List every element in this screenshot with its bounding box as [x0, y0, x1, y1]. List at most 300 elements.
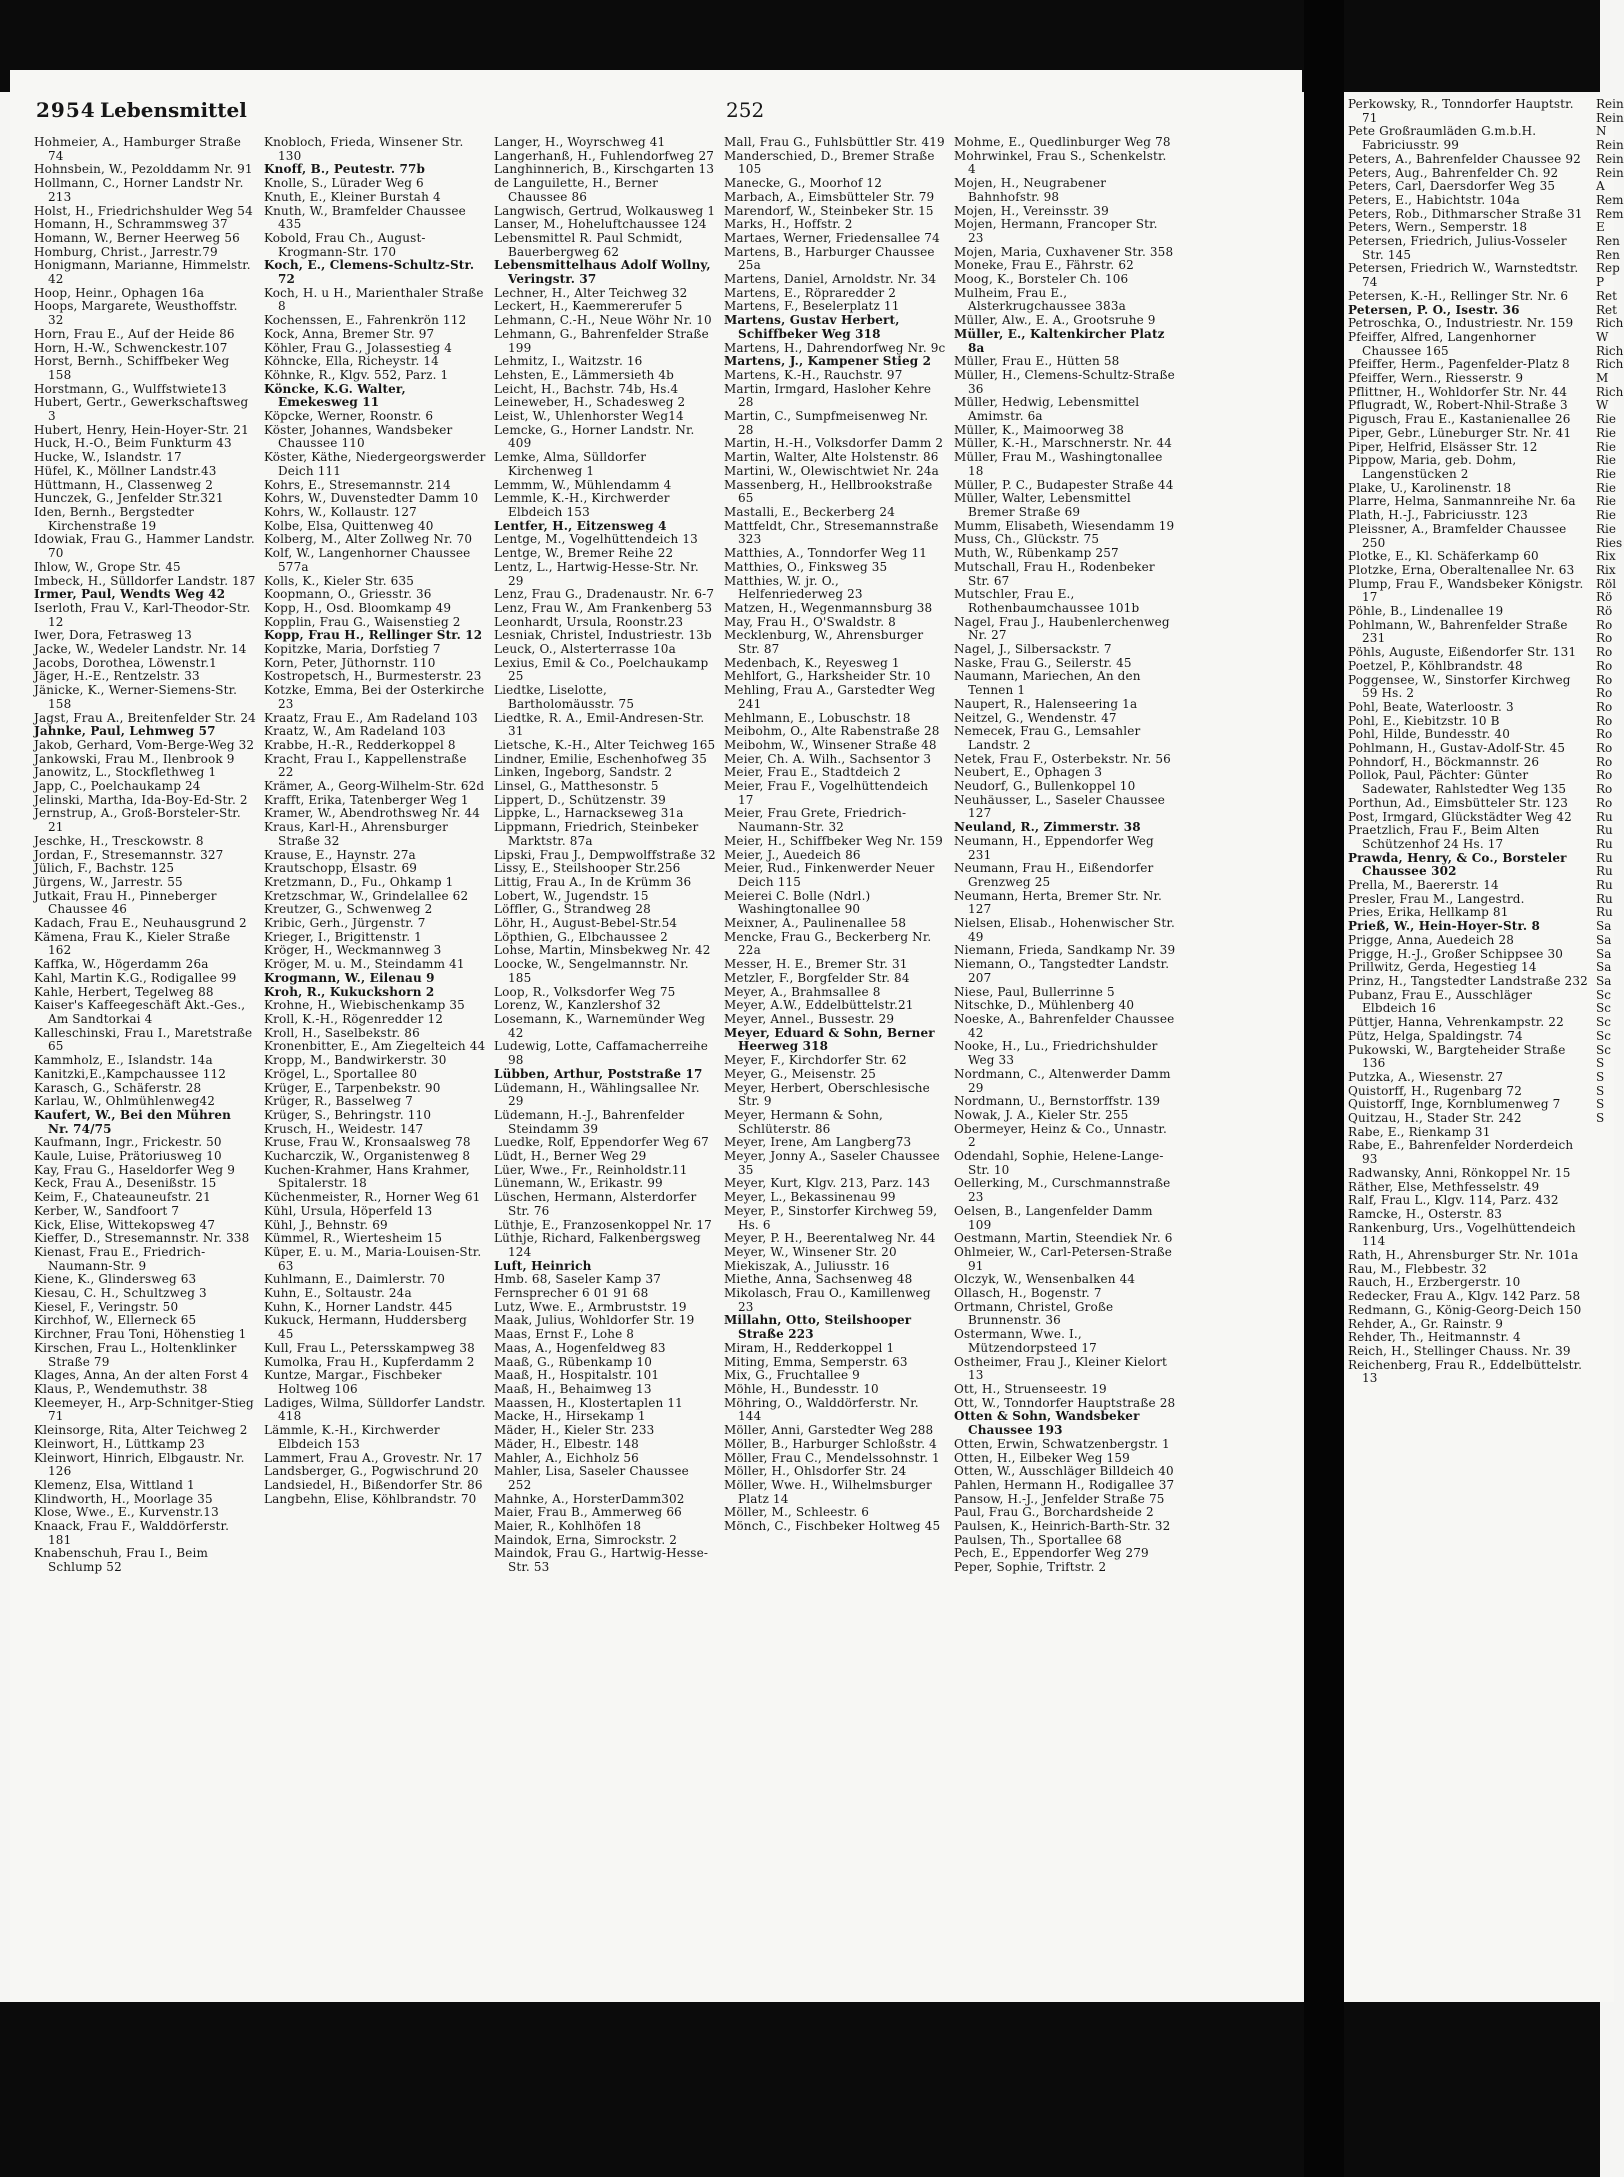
directory-entry: Kleinwort, H., Lüttkamp 23 — [34, 1436, 205, 1451]
directory-entry: Medenbach, K., Reyesweg 1 — [724, 655, 900, 670]
directory-entry: Köpcke, Werner, Roonstr. 6 — [264, 409, 434, 424]
directory-entry: Müller, Frau M., Washingtonallee 18 — [954, 450, 1163, 478]
directory-entry: Kahl, Martin K.G., Rodigallee 99 — [34, 970, 237, 985]
directory-entry: Plake, U., Karolinenstr. 18 — [1348, 480, 1512, 495]
directory-entry: Sc — [1596, 1028, 1611, 1043]
directory-entry: Lüthje, E., Franzosenkoppel Nr. 17 — [494, 1217, 712, 1232]
directory-entry: Müller, E., Kaltenkircher Platz 8a — [954, 326, 1165, 355]
directory-entry: Kuhn, K., Horner Landstr. 445 — [264, 1299, 453, 1314]
directory-entry: Hucke, W., Islandstr. 17 — [34, 450, 182, 465]
directory-entry: Pohl, Hilde, Bundesstr. 40 — [1348, 727, 1510, 742]
directory-entry: Landsberger, G., Pogwischrund 20 — [264, 1464, 479, 1479]
directory-entry: Kruse, Frau W., Kronsaalsweg 78 — [264, 1135, 471, 1150]
directory-entry: Langbehn, Elise, Köhlbrandstr. 70 — [264, 1491, 477, 1506]
directory-entry: Maaß, H., Behaimweg 13 — [494, 1381, 652, 1396]
directory-entry: Pflugradt, W., Robert-Nhil-Straße 3 — [1348, 398, 1568, 413]
directory-entry: Keck, Frau A., Desenißstr. 15 — [34, 1176, 217, 1191]
directory-entry: Jelinski, Martha, Ida-Boy-Ed-Str. 2 — [34, 792, 248, 807]
directory-entry: Mojen, H., Vereinsstr. 39 — [954, 203, 1109, 218]
directory-entry: Krögel, L., Sportallee 80 — [264, 1066, 418, 1081]
directory-entry: Pech, E., Eppendorfer Weg 279 — [954, 1546, 1149, 1561]
directory-entry: Martens, Gustav Herbert, Schiffbeker Weg 318 — [724, 313, 900, 341]
directory-entry: Krüger, E., Tarpenbekstr. 90 — [264, 1080, 441, 1095]
directory-entry: Kirschen, Frau L., Holtenklinker Straße 79 — [34, 1340, 237, 1369]
directory-entry: Matthies, W. jr. O., Helfenriederweg 23 — [724, 573, 863, 602]
directory-entry: Rich — [1596, 316, 1624, 331]
directory-entry: Holst, H., Friedrichshulder Weg 54 — [34, 203, 253, 218]
directory-entry: Ralf, Frau L., Klgv. 114, Parz. 432 — [1348, 1193, 1559, 1208]
directory-entry: Küchenmeister, R., Horner Weg 61 — [264, 1190, 481, 1205]
directory-entry: Muss, Ch., Glückstr. 75 — [954, 532, 1100, 547]
directory-entry: Martens, B., Harburger Chaussee 25a — [724, 244, 935, 273]
directory-entry: Quistorff, Inge, Kornblumenweg 7 — [1348, 1097, 1561, 1112]
directory-entry: Nielsen, Elisab., Hohenwischer Str. 49 — [954, 916, 1175, 944]
directory-entry: Putzka, A., Wiesenstr. 27 — [1348, 1069, 1504, 1084]
directory-entry: Kobold, Frau Ch., August-Krogmann-Str. 170 — [264, 230, 426, 259]
directory-entry: Lissy, E., Steilshooper Str.256 — [494, 861, 681, 876]
directory-entry: Kroll, H., Saselbekstr. 86 — [264, 1025, 420, 1040]
directory-entry: Linken, Ingeborg, Sandstr. 2 — [494, 765, 673, 780]
directory-entry: Obermeyer, Heinz & Co., Unnastr. 2 — [954, 1121, 1167, 1150]
directory-entry: Ro — [1596, 686, 1613, 701]
directory-column-1 — [34, 136, 256, 1996]
directory-entry: Liedtke, R. A., Emil-Andresen-Str. 31 — [494, 710, 705, 739]
directory-entry: Kleinsorge, Rita, Alter Teichweg 2 — [34, 1423, 248, 1438]
directory-entry: Pöhle, B., Lindenallee 19 — [1348, 604, 1504, 619]
directory-entry: Sc — [1596, 1015, 1611, 1030]
directory-entry: Karlau, W., Ohlmühlenweg42 — [34, 1094, 216, 1109]
directory-entry: Ro — [1596, 699, 1613, 714]
directory-entry: Möller, H., Ohlsdorfer Str. 24 — [724, 1464, 907, 1479]
directory-entry: Kretzmann, D., Fu., Ohkamp 1 — [264, 874, 454, 889]
directory-entry: Sc — [1596, 1001, 1611, 1016]
directory-entry: Plump, Frau F., Wandsbeker Königstr. 17 — [1348, 576, 1584, 605]
directory-entry: Moneke, Frau E., Fährstr. 62 — [954, 258, 1134, 273]
directory-entry: Ro — [1596, 617, 1613, 632]
directory-entry: Rich — [1596, 357, 1624, 372]
directory-column-5 — [954, 136, 1176, 1996]
directory-entry: Kolls, K., Kieler Str. 635 — [264, 573, 415, 588]
directory-entry: S — [1596, 1069, 1605, 1084]
directory-entry: Neumann, Frau H., Eißendorfer Grenzweg 25 — [954, 861, 1154, 889]
directory-entry: Kuhn, E., Soltaustr. 24a — [264, 1286, 412, 1301]
directory-entry: Oellerking, M., Curschmannstraße 23 — [954, 1176, 1171, 1205]
directory-entry: Kleemeyer, H., Arp-Schnitger-Stieg 71 — [34, 1395, 254, 1424]
directory-entry: Krafft, Erika, Tatenberger Weg 1 — [264, 792, 469, 807]
directory-entry: Martin, H.-H., Volksdorfer Damm 2 — [724, 436, 944, 451]
directory-entry: Ru — [1596, 850, 1613, 865]
directory-entry: Kukuck, Hermann, Huddersberg 45 — [264, 1313, 467, 1342]
directory-entry: Koch, H. u H., Marienthaler Straße 8 — [264, 285, 484, 314]
directory-entry: Mohme, E., Quedlinburger Weg 78 — [954, 135, 1171, 149]
directory-entry: Petersen, Friedrich, Julius-Vosseler Str. 145 — [1348, 234, 1567, 262]
directory-entry: Mönch, C., Fischbeker Holtweg 45 — [724, 1519, 941, 1534]
directory-entry: Peters, E., Habichtstr. 104a — [1348, 192, 1520, 207]
directory-entry: Peters, Wern., Semperstr. 18 — [1348, 220, 1528, 235]
directory-entry: Mehling, Frau A., Garstedter Weg 241 — [724, 683, 936, 711]
directory-entry: Lohse, Martin, Minsbekweg Nr. 42 — [494, 943, 711, 958]
directory-entry: Ro — [1596, 631, 1613, 646]
directory-entry: Lemcke, G., Horner Landstr. Nr. 409 — [494, 422, 695, 451]
directory-entry: Rabe, E., Bahrenfelder Norderdeich 93 — [1348, 1138, 1574, 1167]
directory-entry: Müller, Alw., E. A., Grootsruhe 9 — [954, 313, 1156, 328]
directory-entry: Mecklenburg, W., Ahrensburger Str. 87 — [724, 628, 924, 657]
directory-entry: Piper, Gebr., Lüneburger Str. Nr. 41 — [1348, 425, 1572, 440]
directory-entry: Nagel, Frau J., Haubenlerchenweg Nr. 27 — [954, 614, 1170, 643]
directory-entry: Meyer, P., Sinstorfer Kirchweg 59, Hs. 6 — [724, 1203, 938, 1232]
directory-entry: Kanitzki,E.,Kampchaussee 112 — [34, 1066, 227, 1081]
directory-entry: Lemmm, W., Mühlendamm 4 — [494, 477, 672, 492]
directory-entry: Müller, K., Maimoorweg 38 — [954, 422, 1124, 437]
directory-entry: Rie — [1596, 494, 1616, 509]
directory-entry: Leist, W., Uhlenhorster Weg14 — [494, 409, 684, 424]
directory-entry: Rau, M., Flebbestr. 32 — [1348, 1261, 1487, 1276]
directory-entry: Loocke, W., Sengelmannstr. Nr. 185 — [494, 957, 689, 985]
directory-entry: Jankowski, Frau M., Ilenbrook 9 — [34, 751, 235, 766]
directory-entry: Martin, Irmgard, Hasloher Kehre 28 — [724, 381, 932, 410]
book-gutter — [1304, 0, 1344, 2177]
directory-entry: Imbeck, H., Sülldorfer Landstr. 187 — [34, 573, 256, 588]
directory-entry: Fernsprecher 6 01 91 68 — [494, 1286, 649, 1301]
directory-entry: Horstmann, G., Wulffstwiete13 — [34, 381, 227, 396]
directory-entry: Ro — [1596, 782, 1613, 797]
directory-entry: Keim, F., Chateauneufstr. 21 — [34, 1190, 211, 1205]
directory-entry: Lindner, Emilie, Eschenhofweg 35 — [494, 751, 708, 766]
directory-entry: Ro — [1596, 713, 1613, 728]
directory-entry: Jutkait, Frau H., Pinneberger Chaussee 46 — [34, 888, 217, 917]
directory-entry: Linsel, G., Matthesonstr. 5 — [494, 779, 659, 794]
directory-entry: Meyer, Hermann & Sohn, Schlüterstr. 86 — [724, 1107, 883, 1136]
directory-entry: Kopp, Frau H., Rellinger Str. 12 — [264, 628, 483, 643]
directory-entry: Reichenberg, Frau R., Eddelbüttelstr. 13 — [1348, 1357, 1583, 1386]
directory-entry: Iwer, Dora, Fetrasweg 13 — [34, 628, 192, 643]
directory-entry: Kochenssen, E., Fahrenkrön 112 — [264, 313, 467, 328]
directory-entry: Ott, H., Struenseestr. 19 — [954, 1381, 1107, 1396]
directory-entry: Kiesel, F., Veringstr. 50 — [34, 1299, 179, 1314]
directory-entry: Rein — [1596, 110, 1624, 125]
directory-entry: Lentz, L., Hartwig-Hesse-Str. Nr. 29 — [494, 559, 699, 588]
directory-entry: Ro — [1596, 795, 1613, 810]
directory-entry: Kadach, Frau E., Neuhausgrund 2 — [34, 916, 247, 931]
directory-entry: Muth, W., Rübenkamp 257 — [954, 546, 1119, 561]
directory-entry: Krohne, H., Wiebischenkamp 35 — [264, 998, 465, 1013]
directory-entry: Ro — [1596, 768, 1613, 783]
directory-entry: Leckert, H., Kaemmererufer 5 — [494, 299, 683, 314]
directory-entry: Otten, H., Eilbeker Weg 159 — [954, 1450, 1130, 1465]
directory-entry: Knabenschuh, Frau I., Beim Schlump 52 — [34, 1546, 209, 1575]
directory-entry: Langer, H., Woyrschweg 41 — [494, 135, 666, 149]
directory-entry: Pansow, H.-J., Jenfelder Straße 75 — [954, 1491, 1165, 1506]
directory-entry: Mäder, H., Elbestr. 148 — [494, 1436, 639, 1451]
directory-entry: Meyer, A., Brahmsallee 8 — [724, 984, 881, 999]
directory-entry: Rein — [1596, 151, 1624, 166]
directory-entry: Plotke, E., Kl. Schäferkamp 60 — [1348, 549, 1539, 564]
directory-entry: W — [1596, 398, 1609, 413]
directory-entry: Langerhanß, H., Fuhlendorfweg 27 — [494, 148, 715, 163]
directory-entry: Lipski, Frau J., Dempwolffstraße 32 — [494, 847, 716, 862]
directory-entry: S — [1596, 1056, 1605, 1071]
directory-entry: Pfeiffer, Alfred, Langenhorner Chaussee 165 — [1348, 329, 1536, 358]
directory-entry: Krieger, I., Brigittenstr. 1 — [264, 929, 422, 944]
directory-entry: Pigusch, Frau E., Kastanienallee 26 — [1348, 412, 1571, 427]
directory-entry: Küper, E. u. M., Maria-Louisen-Str. 63 — [264, 1244, 482, 1273]
directory-entry: Krämer, A., Georg-Wilhelm-Str. 62d — [264, 779, 485, 794]
directory-entry: Mikolasch, Frau O., Kamillenweg 23 — [724, 1286, 931, 1314]
directory-entry: Kopp, H., Osd. Bloomkamp 49 — [264, 600, 452, 615]
directory-entry: Nitschke, D., Mühlenberg 40 — [954, 998, 1135, 1013]
directory-entry: Knuth, E., Kleiner Burstah 4 — [264, 189, 441, 204]
directory-entry: Porthun, Ad., Eimsbütteler Str. 123 — [1348, 795, 1569, 810]
directory-entry: Lüdemann, H., Wählingsallee Nr. 29 — [494, 1080, 700, 1109]
directory-entry: Hubert, Gertr., Gewerkschaftsweg 3 — [34, 395, 249, 424]
directory-entry: Sa — [1596, 960, 1612, 975]
directory-entry: Krogmann, W., Eilenau 9 — [264, 970, 435, 985]
directory-entry: Klose, Wwe., E., Kurvenstr.13 — [34, 1505, 219, 1520]
directory-entry: Kammholz, E., Islandstr. 14a — [34, 1053, 213, 1068]
directory-entry: Maier, R., Kohlhöfen 18 — [494, 1519, 642, 1534]
directory-entry: Knuth, W., Bramfelder Chaussee 435 — [264, 203, 466, 232]
directory-entry: Macke, H., Hirsekamp 1 — [494, 1409, 646, 1424]
directory-entry: Pfeiffer, Herm., Pagenfelder-Platz 8 — [1348, 357, 1570, 372]
directory-entry: Kick, Elise, Wittekopsweg 47 — [34, 1217, 216, 1232]
directory-entry: Ru — [1596, 823, 1613, 838]
directory-entry: Petroschka, O., Industriestr. Nr. 159 — [1348, 316, 1574, 331]
directory-entry: Lüschen, Hermann, Alsterdorfer Str. 76 — [494, 1190, 697, 1218]
directory-entry: Maaß, H., Hospitalstr. 101 — [494, 1368, 660, 1383]
directory-entry: Loop, R., Volksdorfer Weg 75 — [494, 984, 676, 999]
directory-column-3 — [494, 136, 716, 1996]
directory-entry: Kroh, R., Kukuckshorn 2 — [264, 984, 435, 999]
directory-entry: Meyer, Herbert, Oberschlesische Str. 9 — [724, 1080, 930, 1109]
directory-entry: Lentge, W., Bremer Reihe 22 — [494, 546, 674, 561]
directory-entry: Hollmann, C., Horner Landstr Nr. 213 — [34, 176, 244, 204]
directory-entry: Krusch, H., Weidestr. 147 — [264, 1121, 424, 1136]
directory-entry: Lentfer, H., Eitzensweg 4 — [494, 518, 667, 533]
directory-entry: Ihlow, W., Grope Str. 45 — [34, 559, 181, 574]
directory-entry: Mäder, H., Kieler Str. 233 — [494, 1423, 655, 1438]
directory-entry: Nowak, J. A., Kieler Str. 255 — [954, 1107, 1129, 1122]
directory-entry: Pöhls, Auguste, Eißendorfer Str. 131 — [1348, 645, 1577, 660]
directory-entry: Langwisch, Gertrud, Wolkausweg 1 — [494, 203, 716, 218]
directory-entry: Irmer, Paul, Wendts Weg 42 — [34, 587, 226, 602]
directory-entry: Ret — [1596, 302, 1617, 317]
directory-entry: Meier, Rud., Finkenwerder Neuer Deich 115 — [724, 861, 935, 889]
directory-entry: Lübben, Arthur, Poststraße 17 — [494, 1066, 703, 1081]
directory-entry: Kropp, M., Bandwirkerstr. 30 — [264, 1053, 447, 1068]
directory-entry: Kaiser's Kaffeegeschäft Akt.-Ges., Am Sandtorkai 4 — [34, 998, 246, 1026]
directory-entry: Peters, Rob., Dithmarscher Straße 31 — [1348, 206, 1583, 221]
directory-entry: Maas, A., Hogenfeldweg 83 — [494, 1340, 666, 1355]
directory-entry: Löffler, G., Strandweg 28 — [494, 902, 651, 917]
directory-entry: Sc — [1596, 987, 1611, 1002]
directory-entry: Prigge, H.-J., Großer Schippsee 30 — [1348, 946, 1564, 961]
directory-entry: Odendahl, Sophie, Helene-Lange-Str. 10 — [954, 1149, 1164, 1177]
directory-entry: Meyer, Jonny A., Saseler Chaussee 35 — [724, 1149, 940, 1177]
directory-entry: Rie — [1596, 466, 1616, 481]
directory-entry: Kraatz, Frau E., Am Radeland 103 — [264, 710, 478, 725]
directory-entry: May, Frau H., O'Swaldstr. 8 — [724, 614, 896, 629]
directory-entry: Karasch, G., Schäferstr. 28 — [34, 1080, 202, 1095]
directory-entry: Ru — [1596, 864, 1613, 879]
directory-entry: Köster, Käthe, Niedergeorgswerder Deich 111 — [264, 450, 486, 478]
directory-entry: Pippow, Maria, geb. Dohm, Langenstücken 2 — [1348, 453, 1517, 481]
directory-entry: Rabe, E., Rienkamp 31 — [1348, 1124, 1491, 1139]
directory-entry: Rein — [1596, 138, 1624, 153]
directory-entry: Meibohm, O., Alte Rabenstraße 28 — [724, 724, 940, 739]
directory-entry: Köster, Johannes, Wandsbeker Chaussee 110 — [264, 422, 453, 451]
directory-entry: Ladiges, Wilma, Sülldorfer Landstr. 418 — [264, 1395, 486, 1424]
directory-entry: Ru — [1596, 809, 1613, 824]
directory-entry: Marendorf, W., Steinbeker Str. 15 — [724, 203, 934, 218]
directory-entry: Meier, H., Schiffbeker Weg Nr. 159 — [724, 833, 943, 848]
directory-entry: Ostermann, Wwe. I., Mützendorpsteed 17 — [954, 1327, 1097, 1355]
directory-entry: Lünemann, W., Erikastr. 99 — [494, 1176, 663, 1191]
directory-entry: Lorenz, W., Kanzlershof 32 — [494, 998, 661, 1013]
directory-entry: Netek, Frau F., Osterbekstr. Nr. 56 — [954, 751, 1171, 766]
directory-entry: Kolberg, M., Alter Zollweg Nr. 70 — [264, 532, 473, 547]
directory-entry: Mattfeldt, Chr., Stresemannstraße 323 — [724, 518, 939, 547]
directory-entry: Metzler, F., Borgfelder Str. 84 — [724, 970, 910, 985]
directory-entry: Möller, Anni, Garstedter Weg 288 — [724, 1423, 934, 1438]
directory-entry: Matthies, O., Finksweg 35 — [724, 559, 888, 574]
directory-entry: Rie — [1596, 453, 1616, 468]
directory-entry: Löpthien, G., Elbchaussee 2 — [494, 929, 668, 944]
directory-entry: Kribic, Gerh., Jürgenstr. 7 — [264, 916, 426, 931]
directory-entry: Ren — [1596, 247, 1620, 262]
directory-entry: Poetzel, P., Köhlbrandstr. 48 — [1348, 658, 1523, 673]
directory-entry: Pohndorf, H., Böckmannstr. 26 — [1348, 754, 1540, 769]
directory-entry: Kaffka, W., Högerdamm 26a — [34, 957, 209, 972]
directory-entry: Müller, P. C., Budapester Straße 44 — [954, 477, 1174, 492]
directory-entry: Petersen, K.-H., Rellinger Str. Nr. 6 — [1348, 288, 1569, 303]
directory-entry: Kuntze, Margar., Fischbeker Holtweg 106 — [264, 1368, 442, 1396]
directory-entry: Knoff, B., Peutestr. 77b — [264, 162, 426, 177]
directory-entry: Maier, Frau B., Ammerweg 66 — [494, 1505, 682, 1520]
directory-entry: Kotzke, Emma, Bei der Osterkirche 23 — [264, 683, 485, 711]
directory-entry: Littig, Frau A., In de Krümm 36 — [494, 874, 692, 889]
directory-entry: Mulheim, Frau E., Alsterkrugchaussee 383a — [954, 285, 1126, 314]
directory-entry: Liedtke, Liselotte, Bartholomäusstr. 75 — [494, 683, 635, 711]
directory-entry: Mohrwinkel, Frau S., Schenkelstr. 4 — [954, 148, 1167, 177]
directory-entry: Pollok, Paul, Pächter: Günter Sadewater, Rahlstedter Weg 135 — [1348, 768, 1567, 797]
directory-entry: Homann, W., Berner Heerweg 56 — [34, 230, 240, 245]
directory-entry: Ohlmeier, W., Carl-Petersen-Straße 91 — [954, 1244, 1173, 1273]
directory-entry: Kümmel, R., Wiertesheim 15 — [264, 1231, 443, 1246]
directory-entry: Maak, Julius, Wohldorfer Str. 19 — [494, 1313, 695, 1328]
directory-entry: Knolle, S., Lürader Weg 6 — [264, 176, 424, 191]
directory-entry: S — [1596, 1097, 1605, 1112]
directory-entry: Martin, C., Sumpfmeisenweg Nr. 28 — [724, 409, 929, 437]
directory-entry: Horst, Bernh., Schiffbeker Weg 158 — [34, 354, 230, 382]
directory-entry: Klindworth, H., Moorlage 35 — [34, 1491, 213, 1506]
directory-entry: Manecke, G., Moorhof 12 — [724, 176, 882, 191]
directory-entry: Kiene, K., Glindersweg 63 — [34, 1272, 197, 1287]
directory-entry: Ren — [1596, 234, 1620, 249]
directory-entry: Kuhlmann, E., Daimlerstr. 70 — [264, 1272, 445, 1287]
directory-entry: Paulsen, Th., Sportallee 68 — [954, 1532, 1122, 1547]
directory-entry: Petersen, Friedrich W., Warnstedtstr. 74 — [1348, 261, 1579, 290]
directory-entry: Hunczek, G., Jenfelder Str.321 — [34, 491, 224, 506]
directory-entry: Neudorf, G., Bullenkoppel 10 — [954, 779, 1136, 794]
directory-entry: Redmann, G., König-Georg-Deich 150 — [1348, 1302, 1582, 1317]
directory-entry: Pleissner, A., Bramfelder Chaussee 250 — [1348, 521, 1567, 550]
directory-entry: Kolbe, Elsa, Quittenweg 40 — [264, 518, 434, 533]
directory-entry: Ru — [1596, 878, 1613, 893]
directory-entry: Pries, Erika, Hellkamp 81 — [1348, 905, 1509, 920]
directory-entry: Möller, B., Harburger Schloßstr. 4 — [724, 1436, 937, 1451]
directory-entry: Lebensmittel R. Paul Schmidt, Bauerbergweg 62 — [494, 230, 683, 259]
directory-entry: Sa — [1596, 974, 1612, 988]
directory-entry: Martens, Daniel, Arnoldstr. Nr. 34 — [724, 272, 937, 287]
directory-entry: Rauch, H., Erzbergerstr. 10 — [1348, 1275, 1521, 1290]
directory-entry: Meyer, W., Winsener Str. 20 — [724, 1244, 897, 1259]
directory-entry: Neitzel, G., Wendenstr. 47 — [954, 710, 1117, 725]
directory-entry: Peper, Sophie, Triftstr. 2 — [954, 1560, 1107, 1575]
directory-entry: Meierei C. Bolle (Ndrl.) Washingtonallee 90 — [724, 888, 871, 917]
directory-entry: Mutschall, Frau H., Rodenbeker Str. 67 — [954, 559, 1155, 588]
directory-entry: Kalleschinski, Frau I., Maretstraße 65 — [34, 1025, 253, 1054]
directory-entry: Miting, Emma, Semperstr. 63 — [724, 1354, 908, 1369]
directory-entry: Rich — [1596, 343, 1624, 358]
directory-entry: Mojen, Maria, Cuxhavener Str. 358 — [954, 244, 1174, 259]
directory-entry: Hüttmann, H., Classenweg 2 — [34, 477, 214, 492]
directory-entry: Matthies, A., Tonndorfer Weg 11 — [724, 546, 928, 561]
directory-entry: Peters, Aug., Bahrenfelder Ch. 92 — [1348, 165, 1559, 180]
directory-entry: Kohrs, E., Stresemannstr. 214 — [264, 477, 451, 492]
left-page — [10, 70, 1302, 2002]
directory-entry: Hohnsbein, W., Pezolddamm Nr. 91 — [34, 162, 253, 177]
directory-entry: Mehlmann, E., Lobuschstr. 18 — [724, 710, 911, 725]
directory-entry: S — [1596, 1111, 1605, 1126]
directory-entry: Mall, Frau G., Fuhlsbüttler Str. 419 — [724, 135, 945, 149]
directory-entry: Korn, Peter, Jüthornstr. 110 — [264, 655, 436, 670]
directory-entry: Jeschke, H., Tresckowstr. 8 — [34, 833, 204, 848]
directory-entry: Pukowski, W., Bargteheider Straße 136 — [1348, 1042, 1566, 1071]
directory-entry: Prella, M., Baererstr. 14 — [1348, 878, 1499, 893]
directory-entry: Krause, E., Haynstr. 27a — [264, 847, 416, 862]
directory-entry: Horn, H.-W., Schwenckestr.107 — [34, 340, 228, 355]
directory-entry: Knobloch, Frieda, Winsener Str. 130 — [264, 135, 464, 163]
directory-entry: Mencke, Frau G., Beckerberg Nr. 22a — [724, 929, 932, 958]
directory-entry: Kull, Frau L., Petersskampweg 38 — [264, 1340, 475, 1355]
directory-entry: Kay, Frau G., Haseldorfer Weg 9 — [34, 1162, 235, 1177]
directory-entry: Pütz, Helga, Spaldingstr. 74 — [1348, 1028, 1523, 1043]
directory-entry: Mojen, H., Neugrabener Bahnhofstr. 98 — [954, 176, 1107, 204]
directory-entry: Meier, Ch. A. Wilh., Sachsentor 3 — [724, 751, 932, 766]
directory-entry: Kaufmann, Ingr., Frickestr. 50 — [34, 1135, 222, 1150]
directory-entry: Matzen, H., Wegenmannsburg 38 — [724, 600, 933, 615]
directory-entry: Rein — [1596, 97, 1624, 111]
directory-entry: Mahler, A., Eichholz 56 — [494, 1450, 639, 1465]
directory-entry: Lehmitz, I., Waitzstr. 16 — [494, 354, 643, 369]
directory-entry: Möller, Wwe. H., Wilhelmsburger Platz 14 — [724, 1477, 932, 1506]
directory-entry: Müller, Frau E., Hütten 58 — [954, 354, 1120, 369]
directory-entry: Lebensmittelhaus Adolf Wollny, Veringstr. 37 — [494, 258, 711, 287]
directory-entry: Klages, Anna, An der alten Forst 4 — [34, 1368, 249, 1383]
directory-entry: Homburg, Christ., Jarrestr.79 — [34, 244, 218, 259]
directory-entry: Niemann, O., Tangstedter Landstr. 207 — [954, 957, 1170, 985]
directory-entry: Kumolka, Frau H., Kupferdamm 2 — [264, 1354, 475, 1369]
directory-entry: Kolf, W., Langenhorner Chaussee 577a — [264, 546, 471, 574]
directory-entry: Ostheimer, Frau J., Kleiner Kielort 13 — [954, 1354, 1167, 1383]
directory-entry: Otten, W., Ausschläger Billdeich 40 — [954, 1464, 1174, 1479]
directory-entry: Kraus, Karl-H., Ahrensburger Straße 32 — [264, 820, 449, 848]
directory-entry: Rath, H., Ahrensburger Str. Nr. 101a — [1348, 1248, 1579, 1263]
directory-entry: Kämena, Frau K., Kieler Straße 162 — [34, 929, 231, 958]
directory-entry: Rem — [1596, 192, 1624, 207]
directory-entry: Kienast, Frau E., Friedrich-Naumann-Str. 9 — [34, 1244, 206, 1273]
directory-entry: Pete Großraumläden G.m.b.H. Fabriciusstr. 99 — [1348, 124, 1537, 153]
